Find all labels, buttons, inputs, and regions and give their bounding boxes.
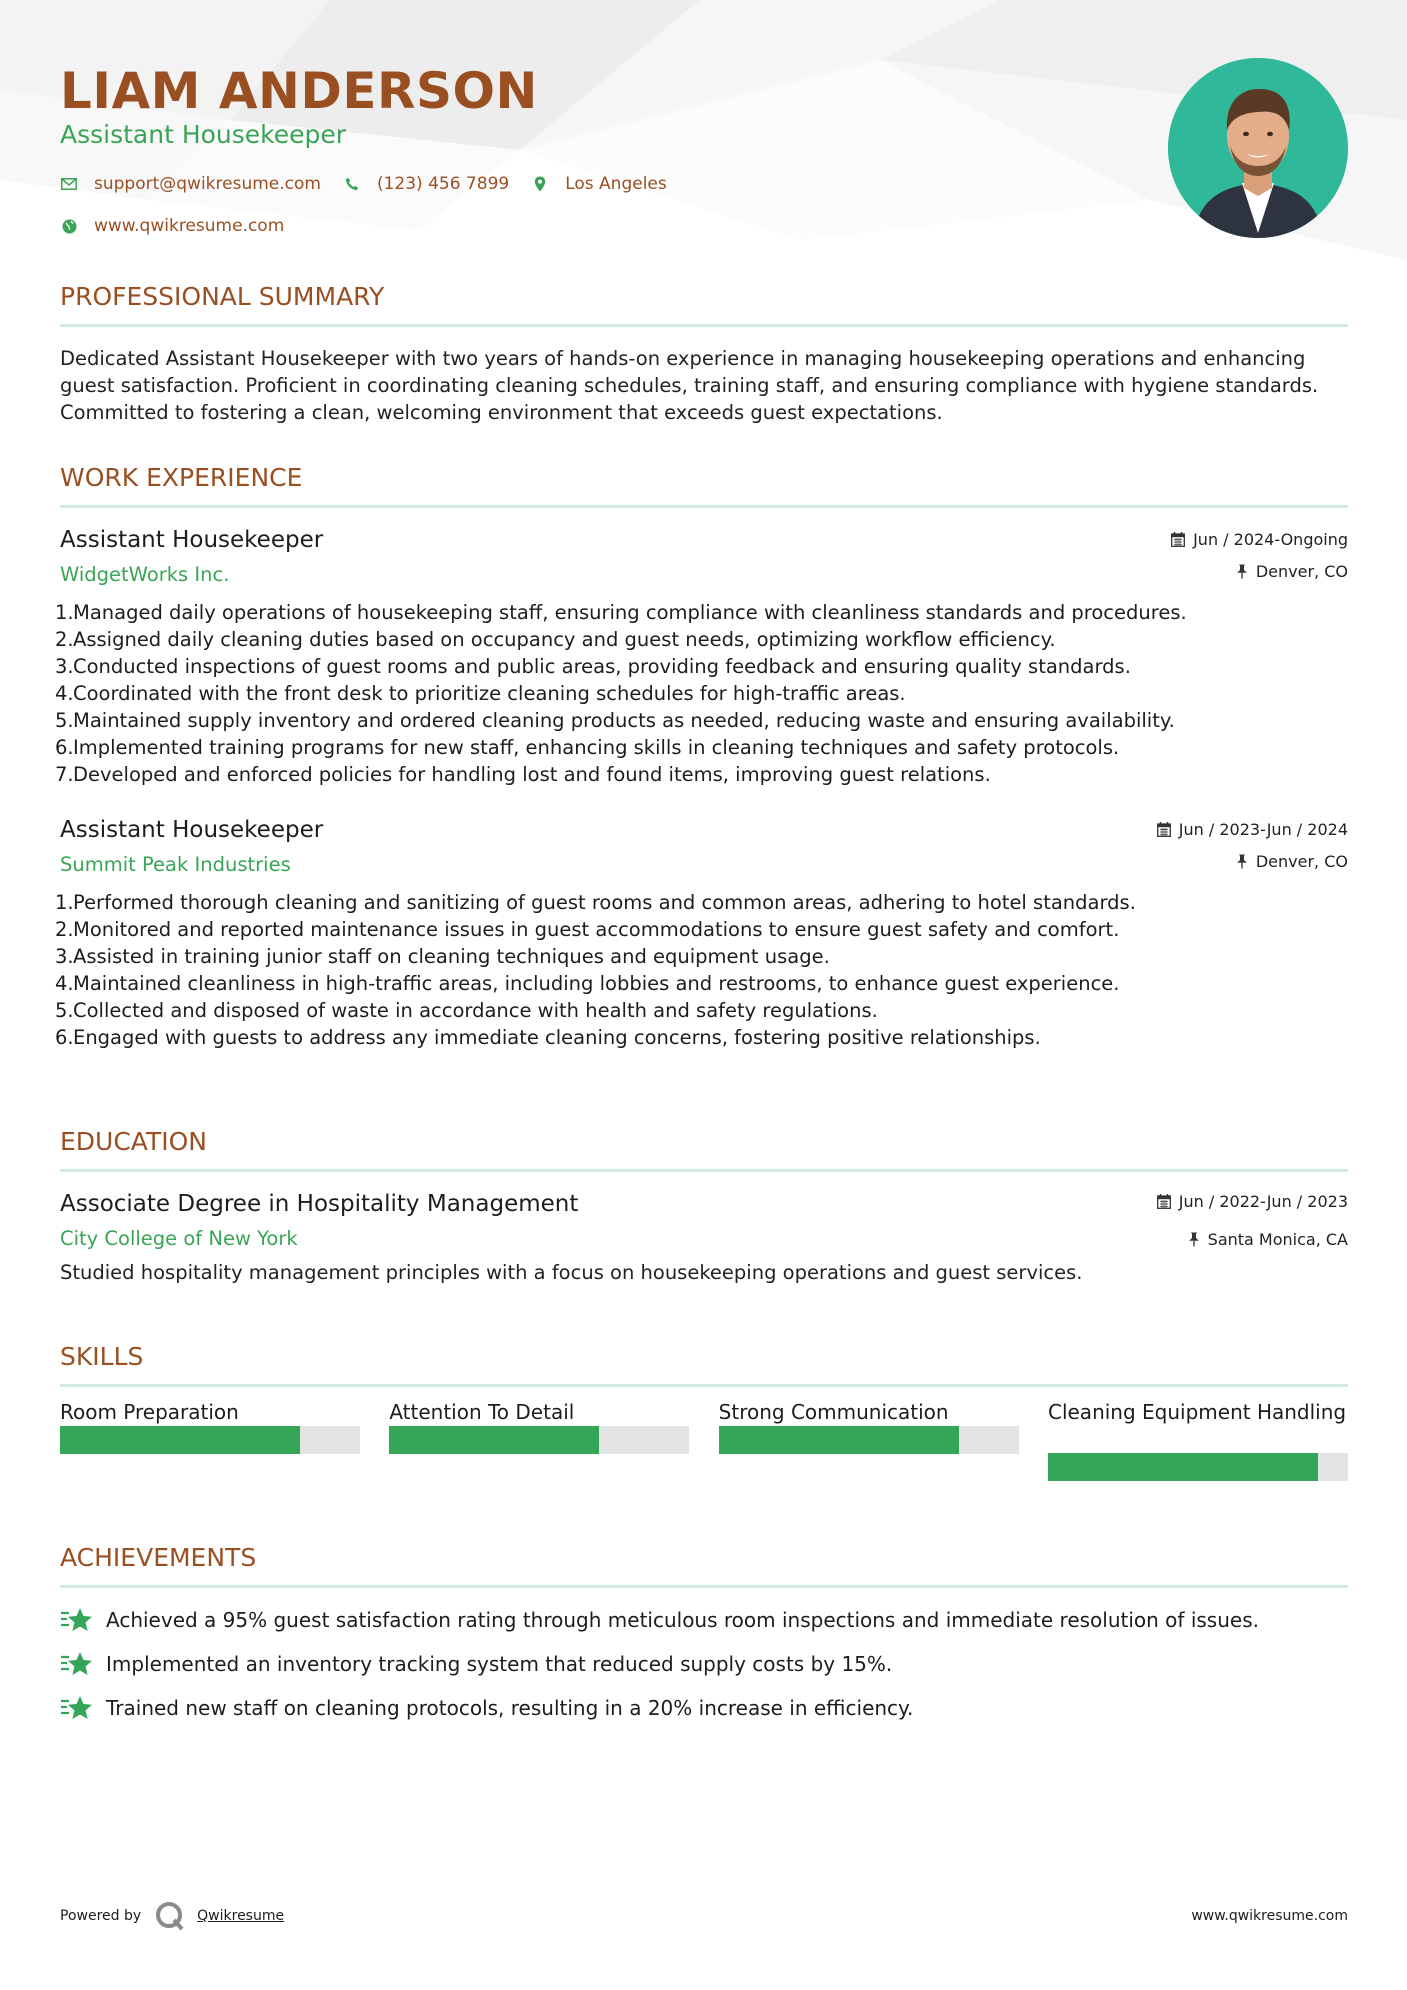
profile-photo xyxy=(1168,58,1348,238)
list-item: 1. Performed thorough cleaning and sanitizing of guest rooms and common areas, adhering to hotel standards. xyxy=(55,891,1136,914)
skill-level-bar xyxy=(1048,1453,1348,1481)
skill-level-bar xyxy=(389,1426,689,1454)
list-item: 5. Maintained supply inventory and ordered cleaning products as needed, reducing waste and ensuring availability. xyxy=(55,709,1175,732)
education-description: Studied hospitality management principles with a focus on housekeeping operations and guest services. xyxy=(60,1261,1083,1284)
skill-level-fill xyxy=(1048,1453,1318,1481)
job-location xyxy=(1236,562,1348,581)
education-heading: EDUCATION xyxy=(60,1127,207,1156)
experience-section xyxy=(55,461,1348,1051)
job-title: Assistant Housekeeper xyxy=(60,527,324,553)
globe-icon xyxy=(60,217,78,235)
achievement-item xyxy=(60,1598,1348,1642)
star-award-icon xyxy=(60,1694,94,1722)
email-text: support@qwikresume.com xyxy=(94,174,321,194)
contact-email[interactable] xyxy=(60,174,321,194)
skill-item xyxy=(1048,1399,1348,1481)
skill-name: Attention To Detail xyxy=(389,1400,575,1424)
section-divider xyxy=(60,505,1348,508)
education-location xyxy=(1188,1230,1348,1249)
list-item: 3. Assisted in training junior staff on cleaning techniques and equipment usage. xyxy=(55,945,830,968)
summary-section xyxy=(60,280,1348,426)
skill-name: Room Preparation xyxy=(60,1400,239,1424)
job-location-text: Denver, CO xyxy=(1255,852,1348,871)
skill-item xyxy=(389,1399,689,1481)
experience-heading: WORK EXPERIENCE xyxy=(60,463,303,492)
pushpin-icon xyxy=(1236,854,1248,869)
contact-website[interactable] xyxy=(60,216,284,236)
phone-icon xyxy=(343,175,361,193)
job-dates-text: Jun / 2023-Jun / 2024 xyxy=(1178,820,1348,839)
job-location xyxy=(1236,852,1348,871)
star-award-icon xyxy=(60,1650,94,1678)
pushpin-icon xyxy=(1188,1232,1200,1247)
list-item: 3. Conducted inspections of guest rooms and public areas, providing feedback and ensuring quality standards. xyxy=(55,655,1131,678)
job-entry xyxy=(55,814,1348,1051)
achievement-item xyxy=(60,1642,1348,1686)
location-text: Los Angeles xyxy=(565,174,667,194)
footer-website-link[interactable]: www.qwikresume.com xyxy=(1191,1908,1348,1924)
skill-name: Cleaning Equipment Handling xyxy=(1047,1400,1347,1424)
brand-link[interactable]: Qwikresume xyxy=(197,1908,285,1924)
skill-level-fill xyxy=(60,1426,300,1454)
skills-heading: SKILLS xyxy=(60,1342,144,1371)
achievement-text: Implemented an inventory tracking system that reduced supply costs by 15%. xyxy=(106,1652,893,1676)
list-item: 5. Collected and disposed of waste in accordance with health and safety regulations. xyxy=(55,999,878,1022)
list-item: 7. Developed and enforced policies for handling lost and found items, improving guest relations. xyxy=(55,763,991,786)
pushpin-icon xyxy=(1236,564,1248,579)
section-divider xyxy=(60,324,1348,327)
achievements-heading: ACHIEVEMENTS xyxy=(60,1543,257,1572)
list-item: 6. Implemented training programs for new staff, enhancing skills in cleaning techniques and safety protocols. xyxy=(55,736,1120,759)
skill-name: Strong Communication xyxy=(718,1400,949,1424)
list-item: 6. Engaged with guests to address any immediate cleaning concerns, fostering positive relationships. xyxy=(55,1026,1041,1049)
page-footer xyxy=(60,1898,1348,1934)
skill-level-bar xyxy=(60,1426,360,1454)
map-pin-icon xyxy=(531,175,549,193)
job-responsibilities xyxy=(55,599,1348,788)
skill-level-fill xyxy=(389,1426,599,1454)
section-divider xyxy=(60,1384,1348,1387)
skill-item xyxy=(60,1399,360,1481)
qwikresume-logo-icon xyxy=(155,1901,185,1931)
job-company: Summit Peak Industries xyxy=(60,853,291,876)
education-section xyxy=(60,1125,1348,1286)
job-dates xyxy=(1157,820,1348,839)
achievements-list xyxy=(60,1598,1348,1730)
achievements-section xyxy=(60,1541,1348,1730)
education-entry xyxy=(60,1188,1348,1286)
summary-text: Dedicated Assistant Housekeeper with two years of hands-on experience in managing housekeeping operations and enhancing guest satisfaction. Proficient in coordinating cleaning schedules, training staff, and ensuring compliance with hygiene standards. Committed to fostering a clean, welcoming environment that exceeds guest expectations. xyxy=(60,347,1319,424)
job-responsibilities xyxy=(55,889,1348,1051)
degree-title: Associate Degree in Hospitality Management xyxy=(60,1191,579,1217)
calendar-icon xyxy=(1157,1194,1171,1209)
section-divider xyxy=(60,1585,1348,1588)
contact-row-website xyxy=(60,216,306,236)
contact-row xyxy=(60,174,689,194)
calendar-icon xyxy=(1171,532,1185,547)
achievement-text: Achieved a 95% guest satisfaction rating through meticulous room inspections and immediate resolution of issues. xyxy=(106,1608,1259,1632)
job-title: Assistant Housekeeper xyxy=(60,817,324,843)
star-award-icon xyxy=(60,1606,94,1634)
list-item: 2. Monitored and reported maintenance issues in guest accommodations to ensure guest safety and comfort. xyxy=(55,918,1120,941)
list-item: 2. Assigned daily cleaning duties based on occupancy and guest needs, optimizing workflow efficiency. xyxy=(55,628,1056,651)
school-name: City College of New York xyxy=(60,1227,298,1250)
skill-item xyxy=(719,1399,1019,1481)
skill-level-bar xyxy=(719,1426,1019,1454)
list-item: 1. Managed daily operations of housekeeping staff, ensuring compliance with cleanliness standards and procedures. xyxy=(55,601,1187,624)
phone-text: (123) 456 7899 xyxy=(376,174,510,194)
calendar-icon xyxy=(1157,822,1171,837)
job-company: WidgetWorks Inc. xyxy=(60,563,230,586)
achievement-item xyxy=(60,1686,1348,1730)
contact-location xyxy=(531,174,667,194)
job-location-text: Denver, CO xyxy=(1255,562,1348,581)
candidate-name: LIAM ANDERSON xyxy=(60,62,538,120)
education-location-text: Santa Monica, CA xyxy=(1207,1230,1348,1249)
job-dates xyxy=(1171,530,1348,549)
education-dates-text: Jun / 2022-Jun / 2023 xyxy=(1178,1192,1348,1211)
skills-section xyxy=(60,1340,1348,1481)
website-text: www.qwikresume.com xyxy=(94,216,285,236)
skill-level-fill xyxy=(719,1426,959,1454)
powered-by-label: Powered by xyxy=(60,1908,142,1924)
list-item: 4. Maintained cleanliness in high-traffic areas, including lobbies and restrooms, to enhance guest experience. xyxy=(55,972,1120,995)
summary-heading: PROFESSIONAL SUMMARY xyxy=(60,282,385,311)
candidate-role: Assistant Housekeeper xyxy=(60,120,347,149)
job-entry xyxy=(55,524,1348,788)
envelope-icon xyxy=(60,175,78,193)
achievement-text: Trained new staff on cleaning protocols, resulting in a 20% increase in efficiency. xyxy=(106,1696,914,1720)
contact-phone[interactable] xyxy=(343,174,509,194)
job-dates-text: Jun / 2024-Ongoing xyxy=(1193,530,1348,549)
skills-list xyxy=(60,1399,1348,1481)
list-item: 4. Coordinated with the front desk to prioritize cleaning schedules for high-traffic areas. xyxy=(55,682,906,705)
education-dates xyxy=(1157,1192,1348,1211)
section-divider xyxy=(60,1169,1348,1172)
